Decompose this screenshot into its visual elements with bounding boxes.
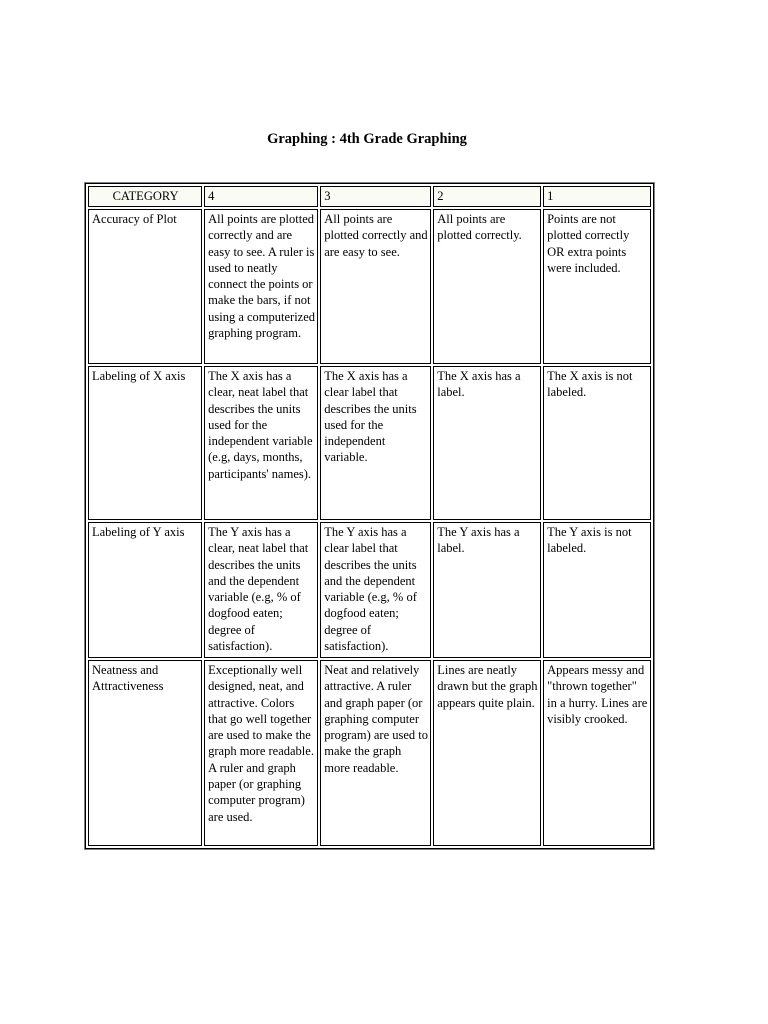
table-row-labeling-x-axis <box>88 366 651 520</box>
score-2-cell: All points are plotted correctly. <box>433 209 541 364</box>
category-cell: Labeling of X axis <box>88 366 202 520</box>
score-4-cell: Exceptionally well designed, neat, and attractive. Colors that go well together are used to make the graph more readable. A ruler and graph paper (or graphing computer program) are used. <box>204 660 318 846</box>
table-row-labeling-y-axis <box>88 522 651 658</box>
category-cell: Neatness and Attractiveness <box>88 660 202 846</box>
score-3-cell: The Y axis has a clear label that describes the units and the dependent variable (e.g, % of dogfood eaten; degree of satisfaction). <box>320 522 431 658</box>
score-4-cell: All points are plotted correctly and are easy to see. A ruler is used to neatly connect the points or make the bars, if not using a computerized graphing program. <box>204 209 318 364</box>
score-1-cell: Points are not plotted correctly OR extra points were included. <box>543 209 651 364</box>
table-row-neatness <box>88 660 651 846</box>
score-2-cell: The X axis has a label. <box>433 366 541 520</box>
score-4-cell: The X axis has a clear, neat label that describes the units used for the independent variable (e.g, days, months, participants' names). <box>204 366 318 520</box>
score-2-cell: The Y axis has a label. <box>433 522 541 658</box>
score-1-cell: The Y axis is not labeled. <box>543 522 651 658</box>
category-cell: Labeling of Y axis <box>88 522 202 658</box>
score-4-cell: The Y axis has a clear, neat label that describes the units and the dependent variable (e.g, % of dogfood eaten; degree of satisfaction). <box>204 522 318 658</box>
table-row-accuracy-of-plot <box>88 209 651 364</box>
header-row <box>88 186 651 207</box>
score-1-cell: Appears messy and "thrown together" in a hurry. Lines are visibly crooked. <box>543 660 651 846</box>
rubric-table <box>85 183 654 849</box>
score-3-cell: All points are plotted correctly and are easy to see. <box>320 209 431 364</box>
page-title: Graphing : 4th Grade Graphing <box>267 131 467 147</box>
header-score-1: 1 <box>543 186 651 207</box>
header-score-4: 4 <box>204 186 318 207</box>
header-category: CATEGORY <box>88 186 202 207</box>
header-score-2: 2 <box>433 186 541 207</box>
score-3-cell: The X axis has a clear label that describes the units used for the independent variable. <box>320 366 431 520</box>
header-score-3: 3 <box>320 186 431 207</box>
score-1-cell: The X axis is not labeled. <box>543 366 651 520</box>
score-2-cell: Lines are neatly drawn but the graph appears quite plain. <box>433 660 541 846</box>
category-cell: Accuracy of Plot <box>88 209 202 364</box>
score-3-cell: Neat and relatively attractive. A ruler and graph paper (or graphing computer program) are used to make the graph more readable. <box>320 660 431 846</box>
